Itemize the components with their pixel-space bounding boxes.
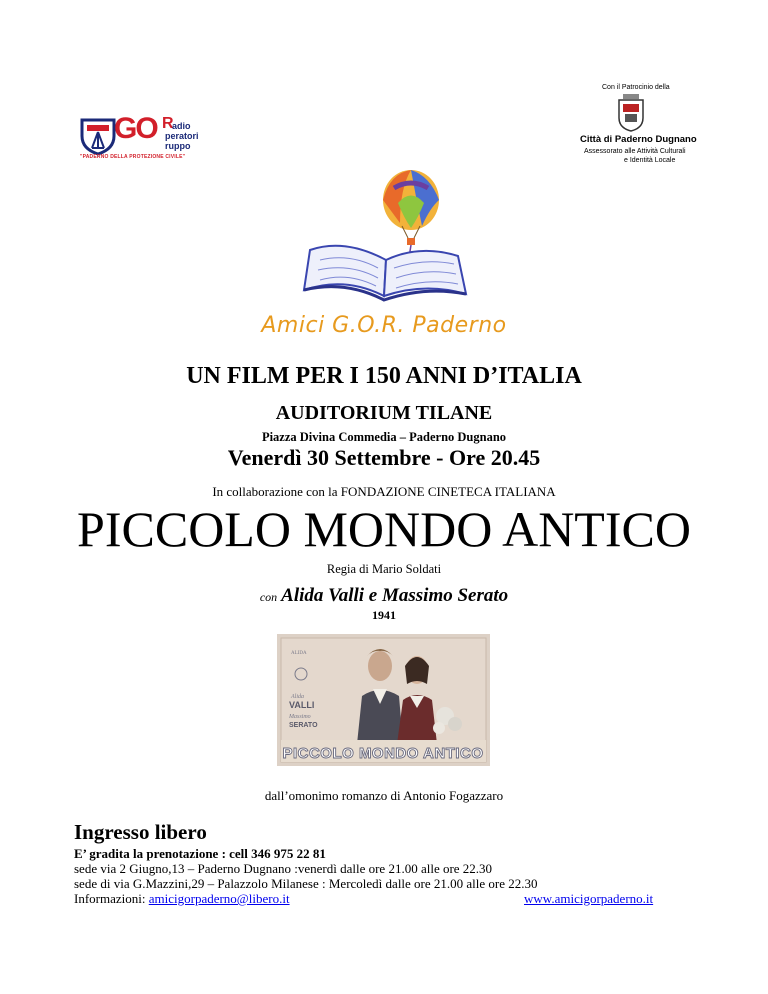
sede-line-2: sede di via G.Mazzini,29 – Palazzolo Milanese : Mercoledì dalle ore 21.00 alle ore 22.30 <box>74 876 538 891</box>
brand-name: Amici G.O.R. Paderno <box>261 313 507 338</box>
film-year: 1941 <box>372 608 396 622</box>
gor-tagline: "PADERNO DELLA PROTEZIONE CIVILE" <box>80 154 186 160</box>
venue: AUDITORIUM TILANE <box>275 402 493 424</box>
event-date-time: Venerdì 30 Settembre - Ore 20.45 <box>227 445 541 470</box>
gor-line-peratori: peratori <box>165 131 199 141</box>
poster-actor-2: SERATO <box>289 722 318 729</box>
film-title: PICCOLO MONDO ANTICO <box>77 501 691 557</box>
poster-title: PICCOLO MONDO ANTICO <box>282 745 484 762</box>
booking-line: E’ gradita la prenotazione : cell 346 975 22 81 <box>74 846 326 861</box>
patronage-city: Città di Paderno Dugnano <box>580 134 697 145</box>
film-cast <box>0 585 768 607</box>
email-link[interactable]: amicigorpaderno@libero.it <box>148 891 290 906</box>
headline: UN FILM PER I 150 ANNI D’ITALIA <box>186 363 582 389</box>
gor-line-ruppo: ruppo <box>165 141 191 151</box>
entry-free: Ingresso libero <box>74 820 207 844</box>
hot-air-balloon-icon <box>383 170 439 264</box>
shield-icon <box>78 116 118 156</box>
cast-prefix: con <box>259 590 278 604</box>
patronage-dept-2: e Identità Locale <box>624 157 676 164</box>
svg-text:ALIDA: ALIDA <box>291 651 307 656</box>
film-poster <box>277 634 490 766</box>
poster-artwork <box>277 634 490 766</box>
emblem <box>290 168 480 308</box>
patronage-top: Con il Patrocinio della <box>602 84 670 91</box>
venue-address: Piazza Divina Commedia – Paderno Dugnano <box>261 430 507 444</box>
sede-line-1: sede via 2 Giugno,13 – Paderno Dugnano :venerdì dalle ore 21.00 alle ore 22.30 <box>74 861 493 876</box>
gor-line-adio: adio <box>172 121 191 131</box>
city-crest-icon <box>617 94 645 132</box>
poster-actor-1: VALLI <box>289 700 315 710</box>
gor-letters: GO <box>114 112 157 145</box>
info-label: Informazioni: <box>74 891 146 906</box>
svg-text:Alida: Alida <box>291 694 304 700</box>
info-line <box>74 891 290 907</box>
novel-source: dall’omonimo romanzo di Antonio Fogazzaro <box>264 788 504 803</box>
patronage-dept-1: Assessorato alle Attività Culturali <box>584 148 686 155</box>
cast-names: Alida Valli e Massimo Serato <box>281 585 509 606</box>
open-book-icon <box>304 246 466 300</box>
collaboration-note: In collaborazione con la FONDAZIONE CINETECA ITALIANA <box>212 484 556 499</box>
svg-text:Massimo: Massimo <box>289 714 311 720</box>
film-director: Regia di Mario Soldati <box>326 562 442 576</box>
website-link[interactable]: www.amicigorpaderno.it <box>524 891 654 906</box>
gor-r: R <box>162 115 174 132</box>
